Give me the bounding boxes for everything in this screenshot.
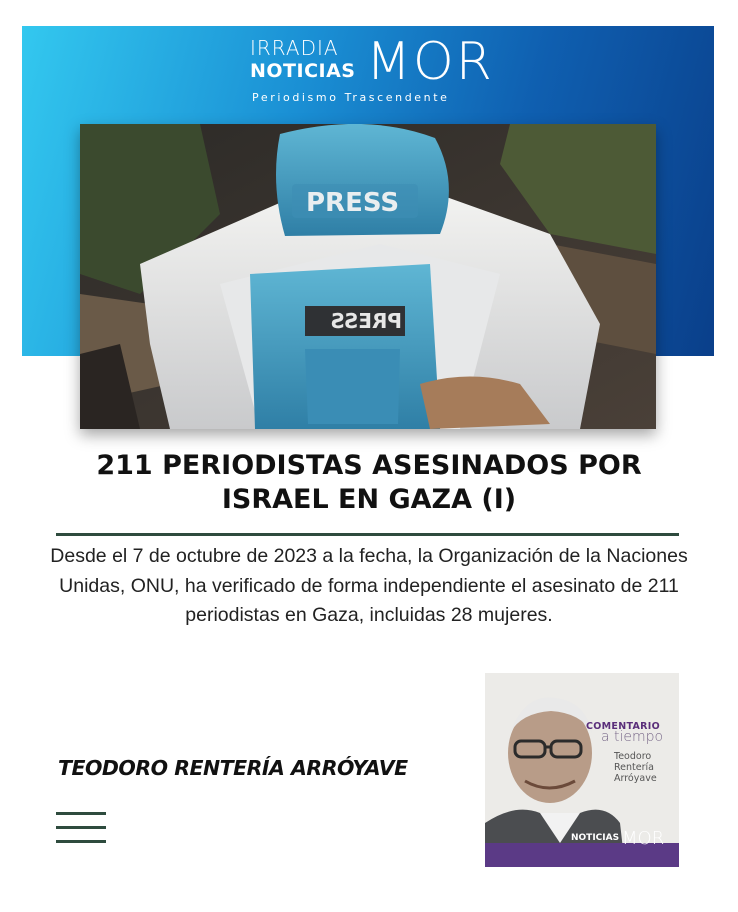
vest-press-label: PRESS [330,309,402,333]
column-card-name-line: Teodoro [614,751,652,762]
column-card-image [485,673,679,867]
headline-divider [56,533,679,536]
article-hero-image [80,124,656,429]
column-card-name-line: Rentería [614,762,654,773]
column-card-name [614,751,674,784]
column-card-title: COMENTARIO [586,721,660,732]
column-card-logo-mor: MOR [622,828,665,849]
column-card-logo-noticias: NOTICIAS [571,833,620,843]
logo-mor-text: MOR [366,32,494,92]
author-byline: TEODORO RENTERÍA ARRÓYAVE [58,756,408,780]
helmet-press-label: PRESS [306,188,400,218]
article-headline: 211 PERIODISTAS ASESINADOS POR ISRAEL EN GAZA (I) [96,450,642,515]
menu-bar [56,812,106,815]
menu-bar [56,840,106,843]
logo-irradia-text: IRRADIA [250,36,339,60]
article-lead: Desde el 7 de octubre de 2023 a la fecha, la Organización de la Naciones Unidas, ONU, ha verificado de forma independiente el asesinato de 211 periodistas en Gaza, incluidas 28 mujeres. [50,545,688,626]
site-logo[interactable] [250,32,494,106]
hamburger-menu-icon[interactable] [56,812,108,844]
logo-noticias-text: NOTICIAS [250,60,356,82]
menu-bar [56,826,106,829]
logo-tagline: Periodismo Trascendente [252,91,450,104]
column-card-subtitle: a tiempo [601,729,664,745]
column-card-name-line: Arróyave [614,773,657,784]
